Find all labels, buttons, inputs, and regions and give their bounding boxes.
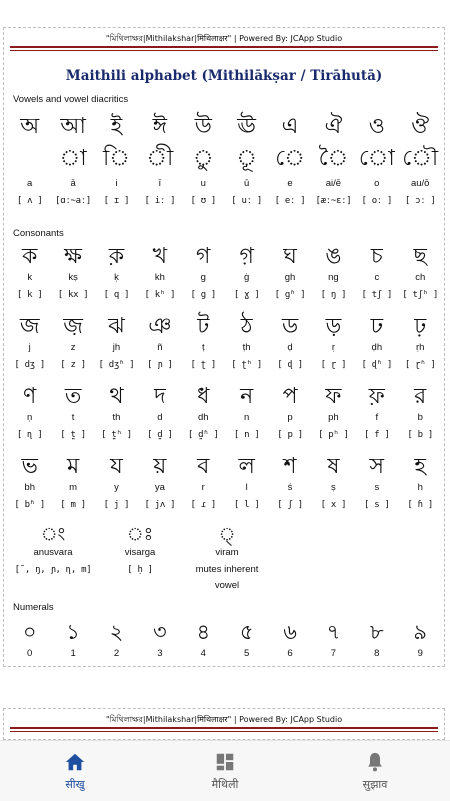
consonant-latin-row — [8, 271, 442, 285]
vowel-diacritic: ে — [275, 146, 305, 171]
numeral-value: 8 — [374, 648, 380, 659]
vowel-diacritic: ূ — [236, 146, 257, 171]
vowel-ipa: [æː~ɛː] — [315, 196, 352, 206]
consonant-ipa: [ q ] — [103, 290, 130, 300]
consonant-latin: t — [71, 412, 75, 423]
viram-glyph: ◌্ — [218, 524, 236, 545]
consonant-glyph: ক — [21, 244, 38, 269]
consonant-latin: ṣ — [331, 482, 336, 493]
consonant-ipa: [ gʱ ] — [274, 290, 306, 300]
consonant-latin: f — [375, 412, 379, 423]
consonant-ipa: [ d̪ ] — [147, 430, 173, 440]
consonant-latin: ṭ — [201, 342, 205, 353]
consonant-latin-row — [8, 481, 442, 495]
consonant-glyph: জ — [19, 314, 40, 339]
consonant-ipa: [ d̪ʱ ] — [187, 430, 219, 440]
consonant-ipa: [ ɾ ] — [190, 500, 217, 510]
consonant-ipa: [ ɳ ] — [16, 430, 43, 440]
numeral-glyph: ৩ — [153, 620, 167, 644]
vowel-latin: u — [200, 178, 206, 189]
consonants-heading: Consonants — [13, 228, 64, 239]
consonant-ipa: [ ɖʱ ] — [361, 360, 393, 370]
vowel-ipa: [ɑː~aː] — [55, 196, 91, 206]
consonant-latin: k — [27, 272, 33, 283]
numeral-value: 2 — [113, 648, 120, 659]
vowel-diacritic: ো — [358, 146, 395, 171]
visarga-label: visarga — [124, 547, 156, 558]
vowel-ipa-row — [8, 194, 442, 208]
credit-line: "মিথিলাক্ষর|Mithilakshar|मिथिलाक्षर" | Powered By: JCApp Studio — [105, 715, 343, 724]
consonant-latin: jh — [112, 342, 121, 353]
consonant-latin: m — [69, 482, 78, 493]
consonant-glyph: জ় — [63, 314, 83, 339]
visarga-ipa: [ ḥ ] — [127, 565, 153, 575]
anusvara-sign — [8, 524, 98, 577]
numeral-value: 6 — [287, 648, 293, 659]
consonant-glyph: ড় — [325, 314, 342, 339]
consonant-glyph: খ — [152, 244, 168, 269]
consonant-ipa: [ ɖ ] — [277, 360, 303, 370]
consonant-glyph: ক্ষ — [64, 244, 82, 269]
vowel-latin: ū — [244, 178, 250, 189]
vowel-latin: ā — [70, 178, 76, 189]
next-card-preview — [3, 708, 445, 740]
consonant-ipa: [ n ] — [233, 430, 260, 440]
vowel-diacritic: ৈ — [318, 146, 349, 171]
consonant-ipa-row — [8, 428, 442, 442]
vowel-letter: ঈ — [152, 114, 168, 139]
numeral-glyph: ৯ — [413, 620, 428, 644]
consonant-latin: kṣ — [68, 272, 78, 283]
consonant-ipa: [ ɲ ] — [147, 360, 173, 370]
consonant-ipa: [ kx ] — [57, 290, 89, 300]
consonant-glyph: ণ — [23, 384, 37, 409]
consonant-latin: dh — [197, 412, 209, 423]
vowels-heading: Vowels and vowel diacritics — [13, 94, 129, 105]
numeral-glyph: ৭ — [326, 620, 341, 644]
consonant-glyph-row — [8, 242, 442, 272]
visarga-sign — [100, 524, 180, 577]
consonant-latin: ḍ — [287, 342, 293, 353]
consonant-latin: ph — [328, 412, 339, 423]
tab-label: सुझाव — [362, 778, 388, 791]
bell-icon — [363, 750, 387, 774]
consonant-latin: ch — [415, 272, 426, 283]
consonant-ipa: [ ɣ ] — [233, 290, 260, 300]
consonant-glyph: ব — [197, 454, 210, 479]
consonant-glyph: গ় — [239, 244, 254, 269]
consonant-ipa: [ t̪ʰ ] — [101, 430, 132, 440]
vowel-diacritic — [8, 144, 51, 174]
consonant-glyph: ট — [197, 314, 210, 339]
numeral-glyph: ১ — [66, 620, 80, 644]
consonant-latin: d — [157, 412, 163, 423]
consonant-glyph: ঢ় — [414, 314, 427, 339]
consonant-latin: bh — [24, 482, 35, 493]
viram-note: mutes inherent — [195, 564, 259, 575]
vowel-latin: ai/ē — [325, 178, 342, 189]
consonant-ipa: [ x ] — [320, 500, 347, 510]
consonant-latin: b — [417, 412, 423, 423]
consonant-latin: ḳ — [114, 272, 119, 283]
consonant-glyph: ত — [64, 384, 82, 409]
vowel-letter: ঔ — [411, 114, 430, 139]
vowel-latin: e — [287, 178, 293, 189]
consonant-latin: ḍh — [371, 342, 383, 353]
consonant-latin: ng — [328, 272, 339, 283]
numeral-value: 5 — [244, 648, 250, 659]
consonant-glyph: য — [110, 454, 123, 479]
consonant-latin: ś — [287, 482, 293, 493]
consonant-glyph: স — [369, 454, 385, 479]
divider — [10, 727, 438, 729]
vowel-latin: au/ō — [410, 178, 430, 189]
consonant-latin: ġ — [244, 272, 250, 283]
consonant-glyph: শ — [283, 454, 297, 479]
vowel-diacritic: ি — [103, 146, 130, 171]
numeral-value: 3 — [157, 648, 163, 659]
vowel-letter: অ — [20, 114, 40, 139]
numeral-value: 7 — [330, 648, 337, 659]
consonant-glyph: ষ — [327, 454, 340, 479]
consonant-latin: ṛh — [415, 342, 425, 353]
consonant-glyph: ঘ — [283, 244, 297, 269]
numeral-glyph: ০ — [22, 620, 37, 644]
vowel-ipa: [ ɔː ] — [404, 196, 436, 206]
consonant-glyph: দ — [154, 384, 166, 409]
vowel-ipa: [ eː ] — [274, 196, 306, 206]
consonant-ipa: [ ɽ ] — [320, 360, 347, 370]
consonant-latin: s — [374, 482, 380, 493]
vowel-diacritic: ু — [192, 146, 214, 171]
consonant-glyph: ভ — [21, 454, 38, 479]
consonant-latin: gh — [284, 272, 296, 283]
numeral-value-row — [8, 647, 442, 661]
bottom-navigation — [0, 740, 450, 801]
consonant-ipa-row — [8, 358, 442, 372]
consonant-ipa: [ ʃ ] — [277, 500, 303, 510]
consonant-glyph-row — [8, 382, 442, 412]
consonant-glyph-row — [8, 452, 442, 482]
consonant-latin: y — [114, 482, 119, 493]
vowel-ipa: [ uː ] — [231, 196, 262, 206]
consonant-glyph: গ — [196, 244, 211, 269]
consonant-glyph: র — [414, 384, 427, 409]
grid-icon — [213, 750, 237, 774]
consonant-glyph: ফ় — [368, 384, 385, 409]
consonant-latin: z — [70, 342, 76, 353]
consonant-ipa: [ j ] — [103, 500, 130, 510]
tab-label: मैथिली — [211, 778, 239, 791]
vowel-letters-row — [8, 112, 442, 142]
consonant-latin: ñ — [157, 342, 163, 353]
vowel-ipa: [ oː ] — [361, 196, 393, 206]
consonant-ipa: [ ŋ ] — [320, 290, 347, 300]
vowel-latin: i — [115, 178, 118, 189]
anusvara-label: anusvara — [33, 547, 73, 558]
consonant-glyph: ঢ — [370, 314, 384, 339]
consonant-latin: th — [112, 412, 121, 423]
consonant-glyph: ঞ — [148, 314, 172, 339]
consonant-latin: ya — [154, 482, 165, 493]
vowel-letter: আ — [60, 114, 86, 139]
consonant-latin-row — [8, 411, 442, 425]
consonant-glyph: ধ — [197, 384, 210, 409]
divider — [10, 731, 438, 732]
consonant-ipa: [ tʃ ] — [361, 290, 393, 300]
page-title: Maithili alphabet (Mithilākṣar / Tirāhutā) — [65, 68, 383, 84]
consonant-glyph: ঙ — [325, 244, 342, 269]
consonant-ipa: [ bʱ ] — [14, 500, 46, 510]
consonant-latin: g — [200, 272, 206, 283]
consonant-glyph: প — [282, 384, 298, 409]
consonant-latin: kh — [154, 272, 165, 283]
viram-sign — [182, 524, 272, 593]
vowel-letter: উ — [194, 114, 212, 139]
consonant-glyph: য় — [153, 454, 167, 479]
consonant-glyph: ল — [238, 454, 255, 479]
vowel-letter: ঊ — [237, 114, 256, 139]
viram-label: viram — [215, 547, 239, 558]
consonant-ipa: [ ʈʰ ] — [231, 360, 262, 370]
divider — [10, 50, 438, 51]
consonant-glyph: ছ — [413, 244, 427, 269]
consonant-glyph: হ — [414, 454, 426, 479]
vowel-diacritic: া — [59, 146, 87, 171]
consonant-ipa: [ z ] — [60, 360, 86, 370]
consonant-latin: j — [28, 342, 31, 353]
numeral-value: 4 — [200, 648, 206, 659]
tab-sujhav[interactable] — [300, 741, 450, 801]
vowel-ipa: [ iː ] — [144, 196, 176, 206]
numeral-glyph-row — [8, 617, 442, 647]
vowel-ipa: [ ʌ ] — [16, 196, 43, 206]
consonant-ipa: [ tʃʰ ] — [402, 290, 439, 300]
consonant-glyph: ফ — [325, 384, 342, 409]
tab-label: सीखु — [65, 778, 85, 791]
consonant-ipa: [ dʒ ] — [14, 360, 46, 370]
numeral-value: 9 — [417, 648, 423, 659]
vowel-ipa: [ ʊ ] — [190, 196, 217, 206]
vowel-diacritic: ী — [146, 146, 174, 171]
consonant-latin: r — [201, 482, 205, 493]
consonant-glyph: ঝ — [108, 314, 125, 339]
anusvara-glyph: ◌ং — [40, 524, 66, 545]
vowel-latin: o — [374, 178, 380, 189]
visarga-glyph: ◌ঃ — [126, 524, 154, 545]
numeral-value: 1 — [70, 648, 76, 659]
consonant-ipa: [ m ] — [60, 500, 86, 510]
anusvara-ipa: [˜, ŋ, ɲ, ɳ, m] — [14, 565, 92, 575]
consonant-glyph: থ — [109, 384, 124, 409]
consonant-ipa: [ g ] — [190, 290, 217, 300]
credit-line: "মিথিলাক্ষর|Mithilakshar|मिथिलाक्षर" | Powered By: JCApp Studio — [105, 34, 343, 43]
consonant-latin: p — [287, 412, 293, 423]
consonant-latin-row — [8, 341, 442, 355]
consonant-latin: ṭh — [242, 342, 251, 353]
consonant-latin: h — [417, 482, 423, 493]
consonant-ipa: [ jʌ ] — [144, 500, 176, 510]
home-icon — [63, 750, 87, 774]
consonant-glyph: ঠ — [240, 314, 253, 339]
consonant-glyph: চ — [370, 244, 383, 269]
vowel-diacritics-row — [8, 144, 442, 174]
numeral-glyph: ৮ — [370, 620, 384, 644]
consonant-ipa: [ s ] — [364, 500, 390, 510]
numeral-glyph: ৬ — [283, 620, 297, 644]
vowel-letter: ও — [368, 114, 385, 139]
consonant-ipa: [ dʒʱ ] — [98, 360, 135, 370]
consonant-ipa: [ ʈ ] — [190, 360, 217, 370]
vowel-latin: ī — [158, 178, 162, 189]
vowel-latin-row — [8, 177, 442, 191]
consonant-glyph: ক় — [108, 244, 125, 269]
consonant-ipa: [ k ] — [16, 290, 43, 300]
consonant-ipa: [ t̪ ] — [60, 430, 86, 440]
consonant-latin: c — [374, 272, 380, 283]
numeral-glyph: ৫ — [239, 620, 254, 644]
vowel-latin: a — [27, 178, 33, 189]
consonant-glyph-row — [8, 312, 442, 342]
consonant-latin: ṛ — [331, 342, 336, 353]
consonant-ipa: [ ɽʱ ] — [404, 360, 436, 370]
vowel-diacritic: ৌ — [402, 146, 439, 171]
vowel-letter: ঐ — [324, 114, 343, 139]
viram-note: vowel — [214, 580, 240, 591]
consonant-ipa: [ kʰ ] — [144, 290, 176, 300]
consonant-ipa-row — [8, 498, 442, 512]
vowel-ipa: [ ɪ ] — [103, 196, 130, 206]
consonant-glyph: ড — [281, 314, 299, 339]
consonant-ipa: [ pʰ ] — [318, 430, 349, 440]
consonant-ipa-row — [8, 288, 442, 302]
consonant-latin: n — [244, 412, 250, 423]
consonant-ipa: [ b ] — [407, 430, 433, 440]
tab-maithili[interactable] — [150, 741, 300, 801]
vowel-letter: এ — [281, 114, 299, 139]
consonant-latin: l — [245, 482, 248, 493]
consonant-ipa: [ p ] — [277, 430, 303, 440]
alphabet-card — [3, 27, 445, 667]
consonant-glyph: ম — [66, 454, 80, 479]
consonant-glyph: ন — [240, 384, 254, 409]
numeral-glyph: ৪ — [196, 620, 211, 644]
tab-sikhu[interactable] — [0, 741, 150, 801]
consonant-ipa: [ f ] — [364, 430, 390, 440]
numeral-glyph: ২ — [109, 620, 124, 644]
numerals-heading: Numerals — [13, 602, 54, 613]
consonant-ipa: [ ɦ ] — [407, 500, 433, 510]
vowel-letter: ই — [110, 114, 123, 139]
numeral-value: 0 — [27, 648, 33, 659]
consonant-ipa: [ l ] — [233, 500, 260, 510]
divider — [10, 46, 438, 48]
consonant-latin: ṇ — [27, 412, 33, 423]
